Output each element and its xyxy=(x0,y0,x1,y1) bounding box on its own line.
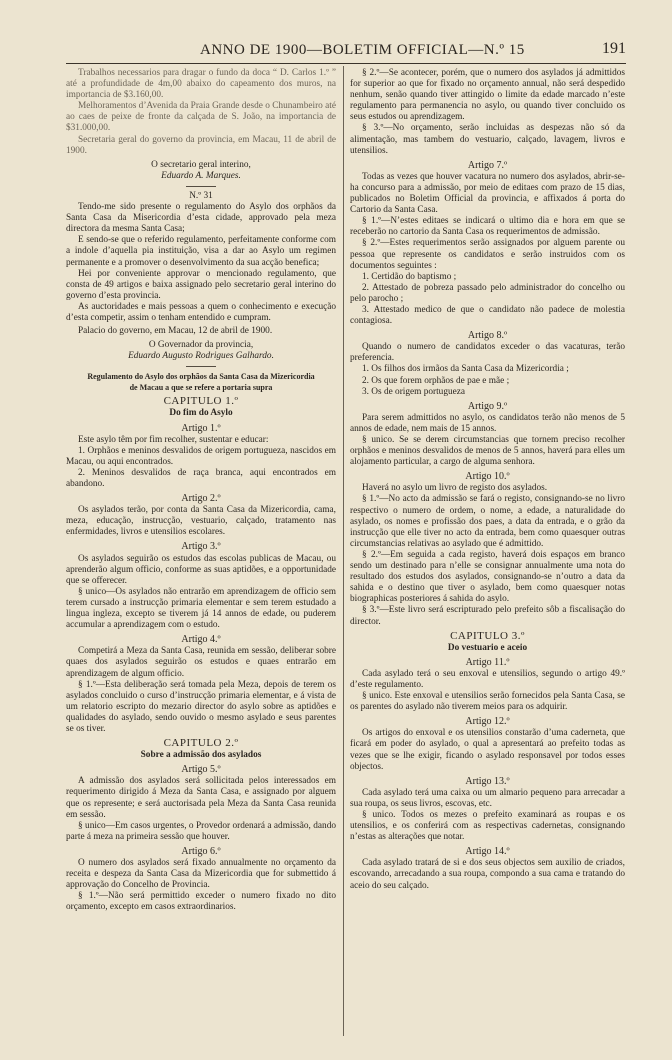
chapter-subtitle: Sobre a admissão dos asylados xyxy=(140,750,262,761)
chapter-heading: CAPITULO 3.º xyxy=(450,629,525,642)
regulation-title-line: Regulamento do Asylo dos orphãos da Santa Casa da Mizericordia xyxy=(87,372,315,382)
article-heading: Artigo 12.º xyxy=(465,716,510,728)
article-paragraph: Cada asylado terá o seu enxoval e utensilios, segundo o artigo 49.º d’este regulamento. xyxy=(350,668,625,690)
article-heading: Artigo 4.º xyxy=(181,634,221,646)
separator xyxy=(186,366,216,367)
intro-paragraph: Trabalhos necessarios para dragar o fundo da doca “ D. Carlos 1.º ” até a profundidade de 4m,00 abaixo do capeamento dos muros, na importancia de $3.160,00. xyxy=(66,68,336,101)
list-item: 2. Os que forem orphãos de pae e mãe ; xyxy=(362,375,510,386)
chapter-heading: CAPITULO 1.º xyxy=(163,395,239,408)
article-paragraph: Todas as vezes que houver vacatura no numero dos asylados, abrir-se-ha concurso para a admissão, por meio de editaes com prazo de 15 dias, publicados no Boletim Official da provincia, e affixados á porta do Cartorio da Santa Casa. xyxy=(350,171,625,216)
signature-role: O secretario geral interino, xyxy=(151,159,251,170)
article-paragraph: Competirá a Meza da Santa Casa, reunida em sessão, deliberar sobre quaes dos asylados seguirão os estudos e quaes entrarão em aprendizagem de algum officio. xyxy=(66,646,336,679)
article-paragraph: § unico—Os asylados não entrarão em aprendizagem de officio sem terem cursado a instrucção primaria elementar e sem terem estudado a lingua ingleza, excepto se tiverem já 14 annos de edade, ou puderem accumular a aprendizagem com o estudo. xyxy=(66,586,336,631)
article-paragraph: § 1.º—N’estes editaes se indicará o ultimo dia e hora em que se receberão no cartorio da Santa Casa os requerimentos de admissão. xyxy=(350,216,625,238)
article-paragraph: § 1.º—Esta deliberação será tomada pela Meza, depois de terem os asylados concluido o curso d’instrucção primaria elementar, e á vista de um relatorio escripto do mezario director do asylo sobre as aptidões e qualidades do asylado, sendo ouvido o mesmo asylado e seus parentes se os tiver. xyxy=(66,679,336,734)
article-paragraph: § 2.º—Se acontecer, porém, que o numero dos asylados já admittidos for superior ao que for fixado no orçamento annual, não será despedido nenhum, senão quando tiver attingido o limite da edade marcado n’este regulamento para permanencia no asylo, ou quando tiver concluido os seus estudos ou aprendizagem. xyxy=(350,68,625,123)
column-divider xyxy=(343,66,344,1036)
article-paragraph: Quando o numero de candidatos exceder o das vacaturas, terão preferencia. xyxy=(350,342,625,364)
article-paragraph: Para serem admittidos no asylo, os candidatos terão não menos de 5 annos de edade, nem mais de 15 annos. xyxy=(350,412,625,434)
article-paragraph: § unico. Se se derem circumstancias que tornem preciso recolher orphãos e meninos desvalidos de menos de 5 annos, haverá para elles um alojamento particular, a cargo de alguma senhora. xyxy=(350,435,625,468)
article-paragraph: Cada asylado terá uma caixa ou um almario pequeno para arrecadar a sua roupa, os seus livros, escovas, etc. xyxy=(350,787,625,809)
list-item: 3. Attestado medico de que o candidato não padece de molestia contagiosa. xyxy=(350,304,625,327)
separator xyxy=(186,186,216,187)
left-column xyxy=(66,68,336,913)
article-heading: Artigo 9.º xyxy=(467,400,508,412)
portaria-paragraph: Hei por conveniente approvar o mencionado regulamento, que consta de 49 artigos e baixa assignado pelo secretario geral interino do governo d’esta provincia. xyxy=(66,268,336,301)
article-paragraph: Este asylo têm por fim recolher, sustentar e educar: xyxy=(78,434,269,445)
article-heading: Artigo 2.º xyxy=(181,493,221,505)
article-heading: Artigo 14.º xyxy=(465,846,510,858)
article-heading: Artigo 8.º xyxy=(467,330,508,342)
article-paragraph: A admissão dos asylados será sollicitada pelos interessados em requerimento dirigido á Meza da Santa Casa, e assignado por alguem que os represente; e será auctorisada pela Meza da Santa Casa reunida em sessão. xyxy=(66,776,336,820)
article-heading: Artigo 10.º xyxy=(465,471,510,483)
article-paragraph: Cada asylado tratará de si e dos seus objectos sem auxilio de criados, escovando, arrecadando a sua roupa, compondo a sua cama e tratando do aceio do seu calçado. xyxy=(350,858,625,891)
chapter-heading: CAPITULO 2.º xyxy=(163,737,239,750)
article-heading: Artigo 3.º xyxy=(181,541,221,553)
article-paragraph: § 1.º—Não será permittido exceder o numero fixado no dito orçamento, excepto em casos extraordinarios. xyxy=(66,891,336,913)
list-item: 1. Orphãos e meninos desvalidos de origem portugueza, nascidos em Macau, ou aqui encontrados. xyxy=(66,445,336,467)
list-item: 3. Os de origem portugueza xyxy=(362,386,466,397)
chapter-subtitle: Do vestuario e aceio xyxy=(447,642,528,653)
article-paragraph: Haverá no asylo um livro de registo dos asylados. xyxy=(362,483,548,494)
signature-role: O Governador da provincia, xyxy=(148,340,254,351)
chapter-subtitle: Do fim do Asylo xyxy=(169,408,233,419)
article-paragraph: Os asylados terão, por conta da Santa Casa da Mizericordia, cama, meza, educação, instrucção, vestuario, calçado, tratamento nas enfermidades, livros e utensilios escolares. xyxy=(66,505,336,538)
article-heading: Artigo 5.º xyxy=(181,764,221,776)
portaria-paragraph: Tendo-me sido presente o regulamento do Asylo dos orphãos da Santa Casa da Misericordia d’esta cidade, approvado pela meza directora da mesma Santa Casa; xyxy=(66,202,336,235)
article-paragraph: Os asylados seguirão os estudos das escolas publicas de Macau, ou aprenderão algum officio, conforme as suas aptidões, e a opportunidade que se offerecer. xyxy=(66,553,336,586)
article-paragraph: § 2.º—Estes requerimentos serão assignados por alguem parente ou pessoa que represente os candidatos e serão instruidos com os documentos seguintes : xyxy=(350,238,625,271)
regulation-title xyxy=(66,371,336,393)
portaria-paragraph: As auctoridades e mais pessoas a quem o conhecimento e execução d’esta competir, assim o tenham entendido e cumpram. xyxy=(66,301,336,323)
article-paragraph: § unico—Em casos urgentes, o Provedor ordenará a admissão, dando parte á meza na primeira sessão que houver. xyxy=(66,820,336,842)
article-paragraph: § 3.º—Este livro será escripturado pelo prefeito sôb a fiscalisação do director. xyxy=(350,605,625,627)
article-paragraph: O numero dos asylados será fixado annualmente no orçamento da receita e despeza da Santa Casa da Mizericordia que for submettido á approvação do Concelho de Provincia. xyxy=(66,858,336,891)
article-paragraph: § 2.º—Em seguida a cada registo, haverá dois espaços em branco sendo um destinado para n’elle se consignar annualmente uma nota do resultado dos estudos dos asylados, consignando-se n’outro a data da sahida e o destino que tiver o asylado, bem como quaesquer notas biographicas posteriores á sahida do asylo. xyxy=(350,549,625,605)
article-heading: Artigo 1.º xyxy=(181,422,221,434)
page-header xyxy=(0,40,672,60)
portaria-date: Palacio do governo, em Macau, 12 de abril de 1900. xyxy=(78,326,273,337)
article-heading: Artigo 13.º xyxy=(465,775,510,787)
portaria-number: N.º 31 xyxy=(189,190,213,201)
article-paragraph: § unico. Todos os mezes o prefeito examinará as roupas e os utensilios, e os conferirá com as respectivas cadernetas, consignando n’estas as alterações que notar. xyxy=(350,810,625,843)
header-rule xyxy=(66,63,626,64)
signature-name: Eduardo Augusto Rodrigues Galhardo. xyxy=(128,351,274,362)
article-paragraph: Os artigos do enxoval e os utensilios constarão d’uma caderneta, que ficará em poder do asylado, o qual a apresentará ao prefeito todas as vezes que se lhe exigir, ficando o asylado responsavel por todos esses objectos. xyxy=(350,728,625,772)
right-column xyxy=(350,68,625,892)
header-title: ANNO DE 1900—BOLETIM OFFICIAL—N.º 15 xyxy=(200,42,525,58)
list-item: 2. Meninos desvalidos de raça branca, aqui encontrados em abandono. xyxy=(66,467,336,489)
article-paragraph: § 3.º—No orçamento, serão incluidas as despezas não só da alimentação, mas tambem do vestuario, calçado, lavagem, livros e utensilios. xyxy=(350,123,625,156)
article-paragraph: § unico. Este enxoval e utensilios serão fornecidos pela Santa Casa, se os parentes do asylado não tiverem meios para os adquirir. xyxy=(350,691,625,713)
article-heading: Artigo 11.º xyxy=(465,656,510,668)
list-item: 1. Os filhos dos irmãos da Santa Casa da Mizericordia ; xyxy=(362,364,569,375)
list-item: 2. Attestado de pobreza passado pelo administrador do concelho ou pelo parocho ; xyxy=(350,282,625,304)
article-heading: Artigo 6.º xyxy=(181,845,221,857)
list-item: 1. Certidão do baptismo ; xyxy=(362,271,457,282)
regulation-title-line: de Macau a que se refere a portaria supra xyxy=(129,383,273,393)
article-paragraph: § 1.º—No acto da admissão se fará o registo, consignando-se no livro respectivo o numero de ordem, o nome, a edade, a naturalidade do asylado, os nomes e profissão dos paes, a data da entrada, e o grão da instrucção que elle tiver no acto da entrada, bem como quaesquer outras circumstancias relativas ao asylado que é admittido. xyxy=(350,494,625,549)
intro-paragraph: Secretaria geral do governo da provincia, em Macau, 11 de abril de 1900. xyxy=(66,134,336,156)
page-number: 191 xyxy=(602,40,626,57)
intro-paragraph: Melhoramentos d’Avenida da Praia Grande desde o Chunambeiro até ao caes de peixe de fronte da calçada de S. João, na importancia de $31.000,00. xyxy=(66,101,336,134)
article-heading: Artigo 7.º xyxy=(467,159,508,171)
signature-name: Eduardo A. Marques. xyxy=(161,170,241,181)
portaria-paragraph: E sendo-se que o referido regulamento, perfeitamente conforme com a indole d’aquella pia instituição, visa a dar ao Asylo um regimen permanente e a promover o desenvolvimento da sua acção benefica; xyxy=(66,235,336,268)
